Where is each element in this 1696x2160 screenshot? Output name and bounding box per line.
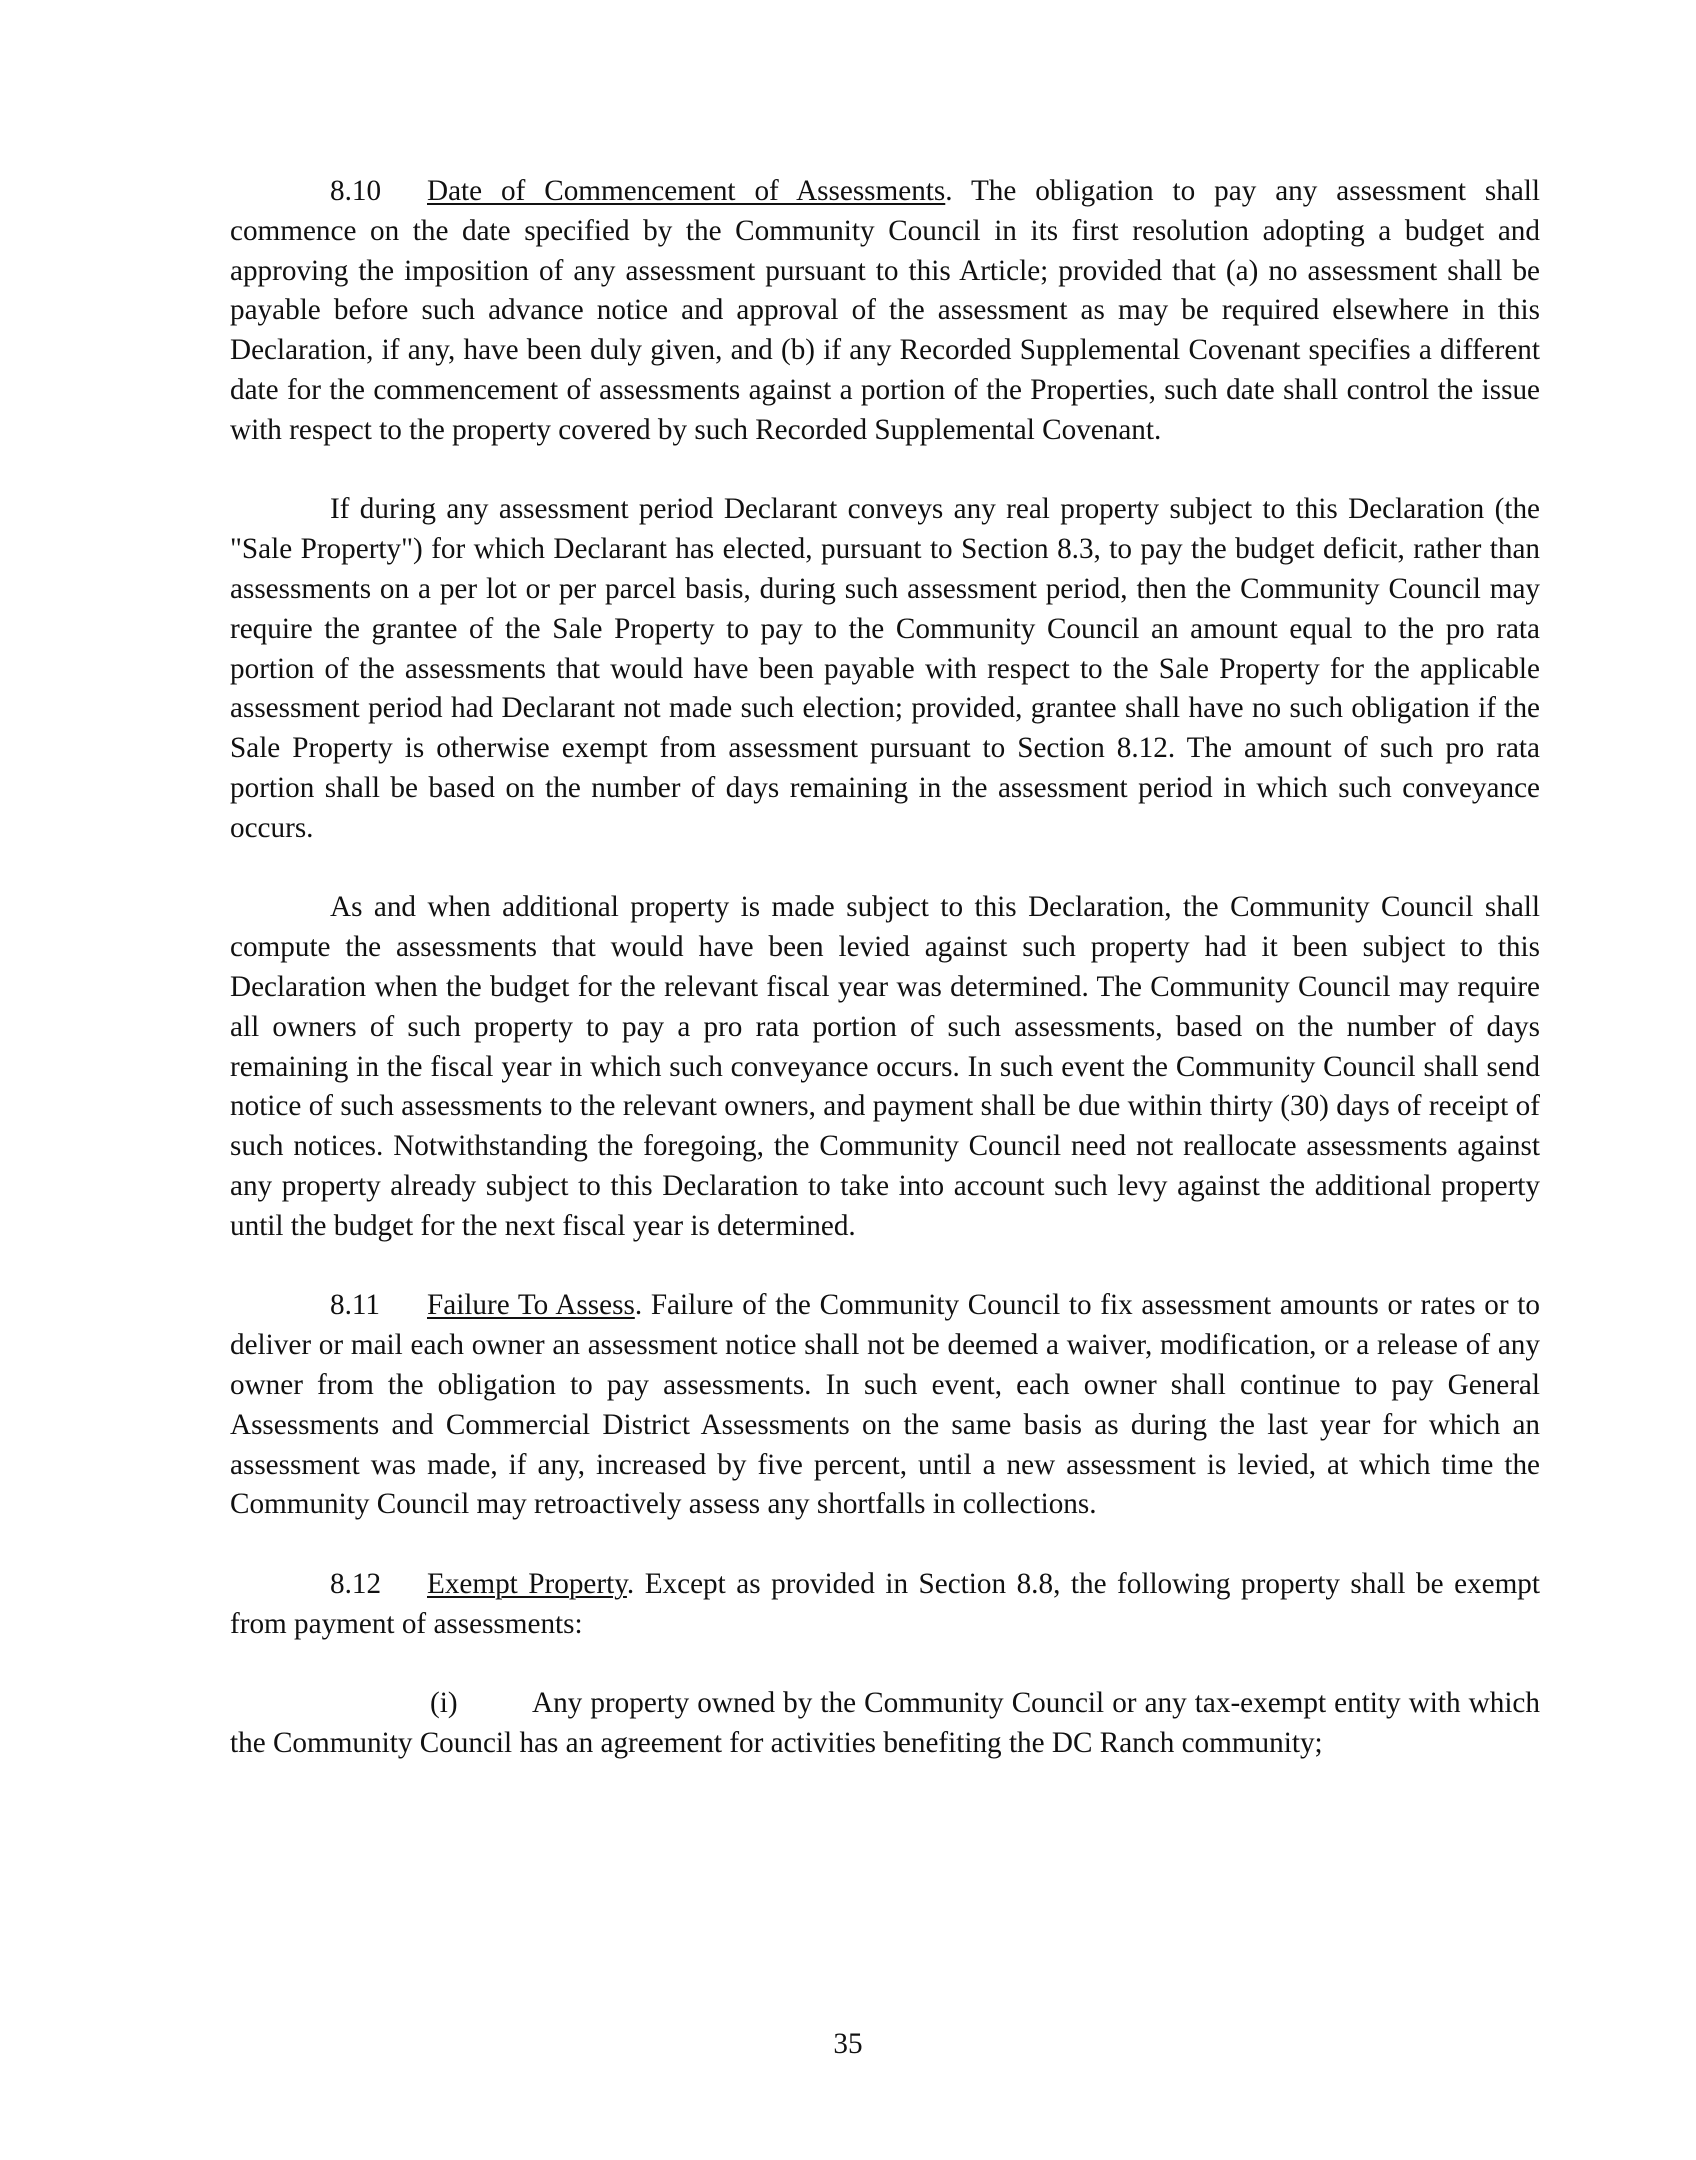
section-number: 8.12: [330, 1567, 382, 1600]
section-title: Date of Commencement of Assessments: [427, 175, 946, 207]
section-body: . Except as provided in Section 8.8, the following property shall be exempt from payment of assessments:: [230, 1567, 1541, 1640]
section-8-12-item-i: [230, 1684, 1540, 1764]
section-title: Exempt Property: [427, 1567, 627, 1600]
section-number: 8.11: [330, 1289, 380, 1322]
section-8-10-paragraph-3: As and when additional property is made subject to this Declaration, the Community Council shall compute the assessments that would have been levied against such property had it been subject to this Declaration when the budget for the relevant fiscal year was determined. The Community Council may require all owners of such property to pay a pro rata portion of such assessments, based on the number of days remaining in the fiscal year in which such conveyance occurs. In such event the Community Council shall send notice of such assessments to the relevant owners, and payment shall be due within thirty (30) days of receipt of such notices. Notwithstanding the foregoing, the Community Council need not reallocate assessments against any property already subject to this Declaration to take into account such levy against the additional property until the budget for the next fiscal year is determined.: [230, 891, 1540, 1242]
section-8-10-paragraph-2: If during any assessment period Declarant conveys any real property subject to this Declaration (the "Sale Property") for which Declarant has elected, pursuant to Section 8.3, to pay the budget deficit, rather than assessments on a per lot or per parcel basis, during such assessment period, then the Community Council may require the grantee of the Sale Property to pay to the Community Council an amount equal to the pro rata portion of the assessments that would have been payable with respect to the Sale Property for the applicable assessment period had Declarant not made such election; provided, grantee shall have no such obligation if the Sale Property is otherwise exempt from assessment pursuant to Section 8.12. The amount of such pro rata portion shall be based on the number of days remaining in the assessment period in which such conveyance occurs.: [230, 493, 1540, 844]
item-number: (i): [430, 1687, 458, 1720]
page-number: 35: [833, 2028, 863, 2060]
section-8-11: [230, 1286, 1540, 1525]
section-number: 8.10: [330, 175, 382, 207]
document-page: [230, 172, 1540, 1804]
section-body: . Failure of the Community Council to fix assessment amounts or rates or to deliver or mail each owner an assessment notice shall not be deemed a waiver, modification, or a release of any owner from the obligation to pay assessments. In such event, each owner shall continue to pay General Assessments and Commercial District Assessments on the same basis as during the last year for which an assessment was made, if any, increased by five percent, until a new assessment is levied, at which time the Community Council may retroactively assess any shortfalls in collections.: [230, 1289, 1541, 1521]
section-title: Failure To Assess: [427, 1289, 635, 1322]
section-8-10: [230, 172, 1540, 451]
section-body: . The obligation to pay any assessment shall commence on the date specified by the Community Council in its first resolution adopting a budget and approving the imposition of any assessment pursuant to this Article; provided that (a) no assessment shall be payable before such advance notice and approval of the assessment as may be required elsewhere in this Declaration, if any, have been duly given, and (b) if any Recorded Supplemental Covenant specifies a different date for the commencement of assessments against a portion of the Properties, such date shall control the issue with respect to the property covered by such Recorded Supplemental Covenant.: [230, 175, 1541, 446]
item-body: Any property owned by the Community Council or any tax-exempt entity with which the Community Council has an agreement for activities benefiting the DC Ranch community;: [230, 1687, 1540, 1760]
section-8-12: [230, 1565, 1540, 1645]
